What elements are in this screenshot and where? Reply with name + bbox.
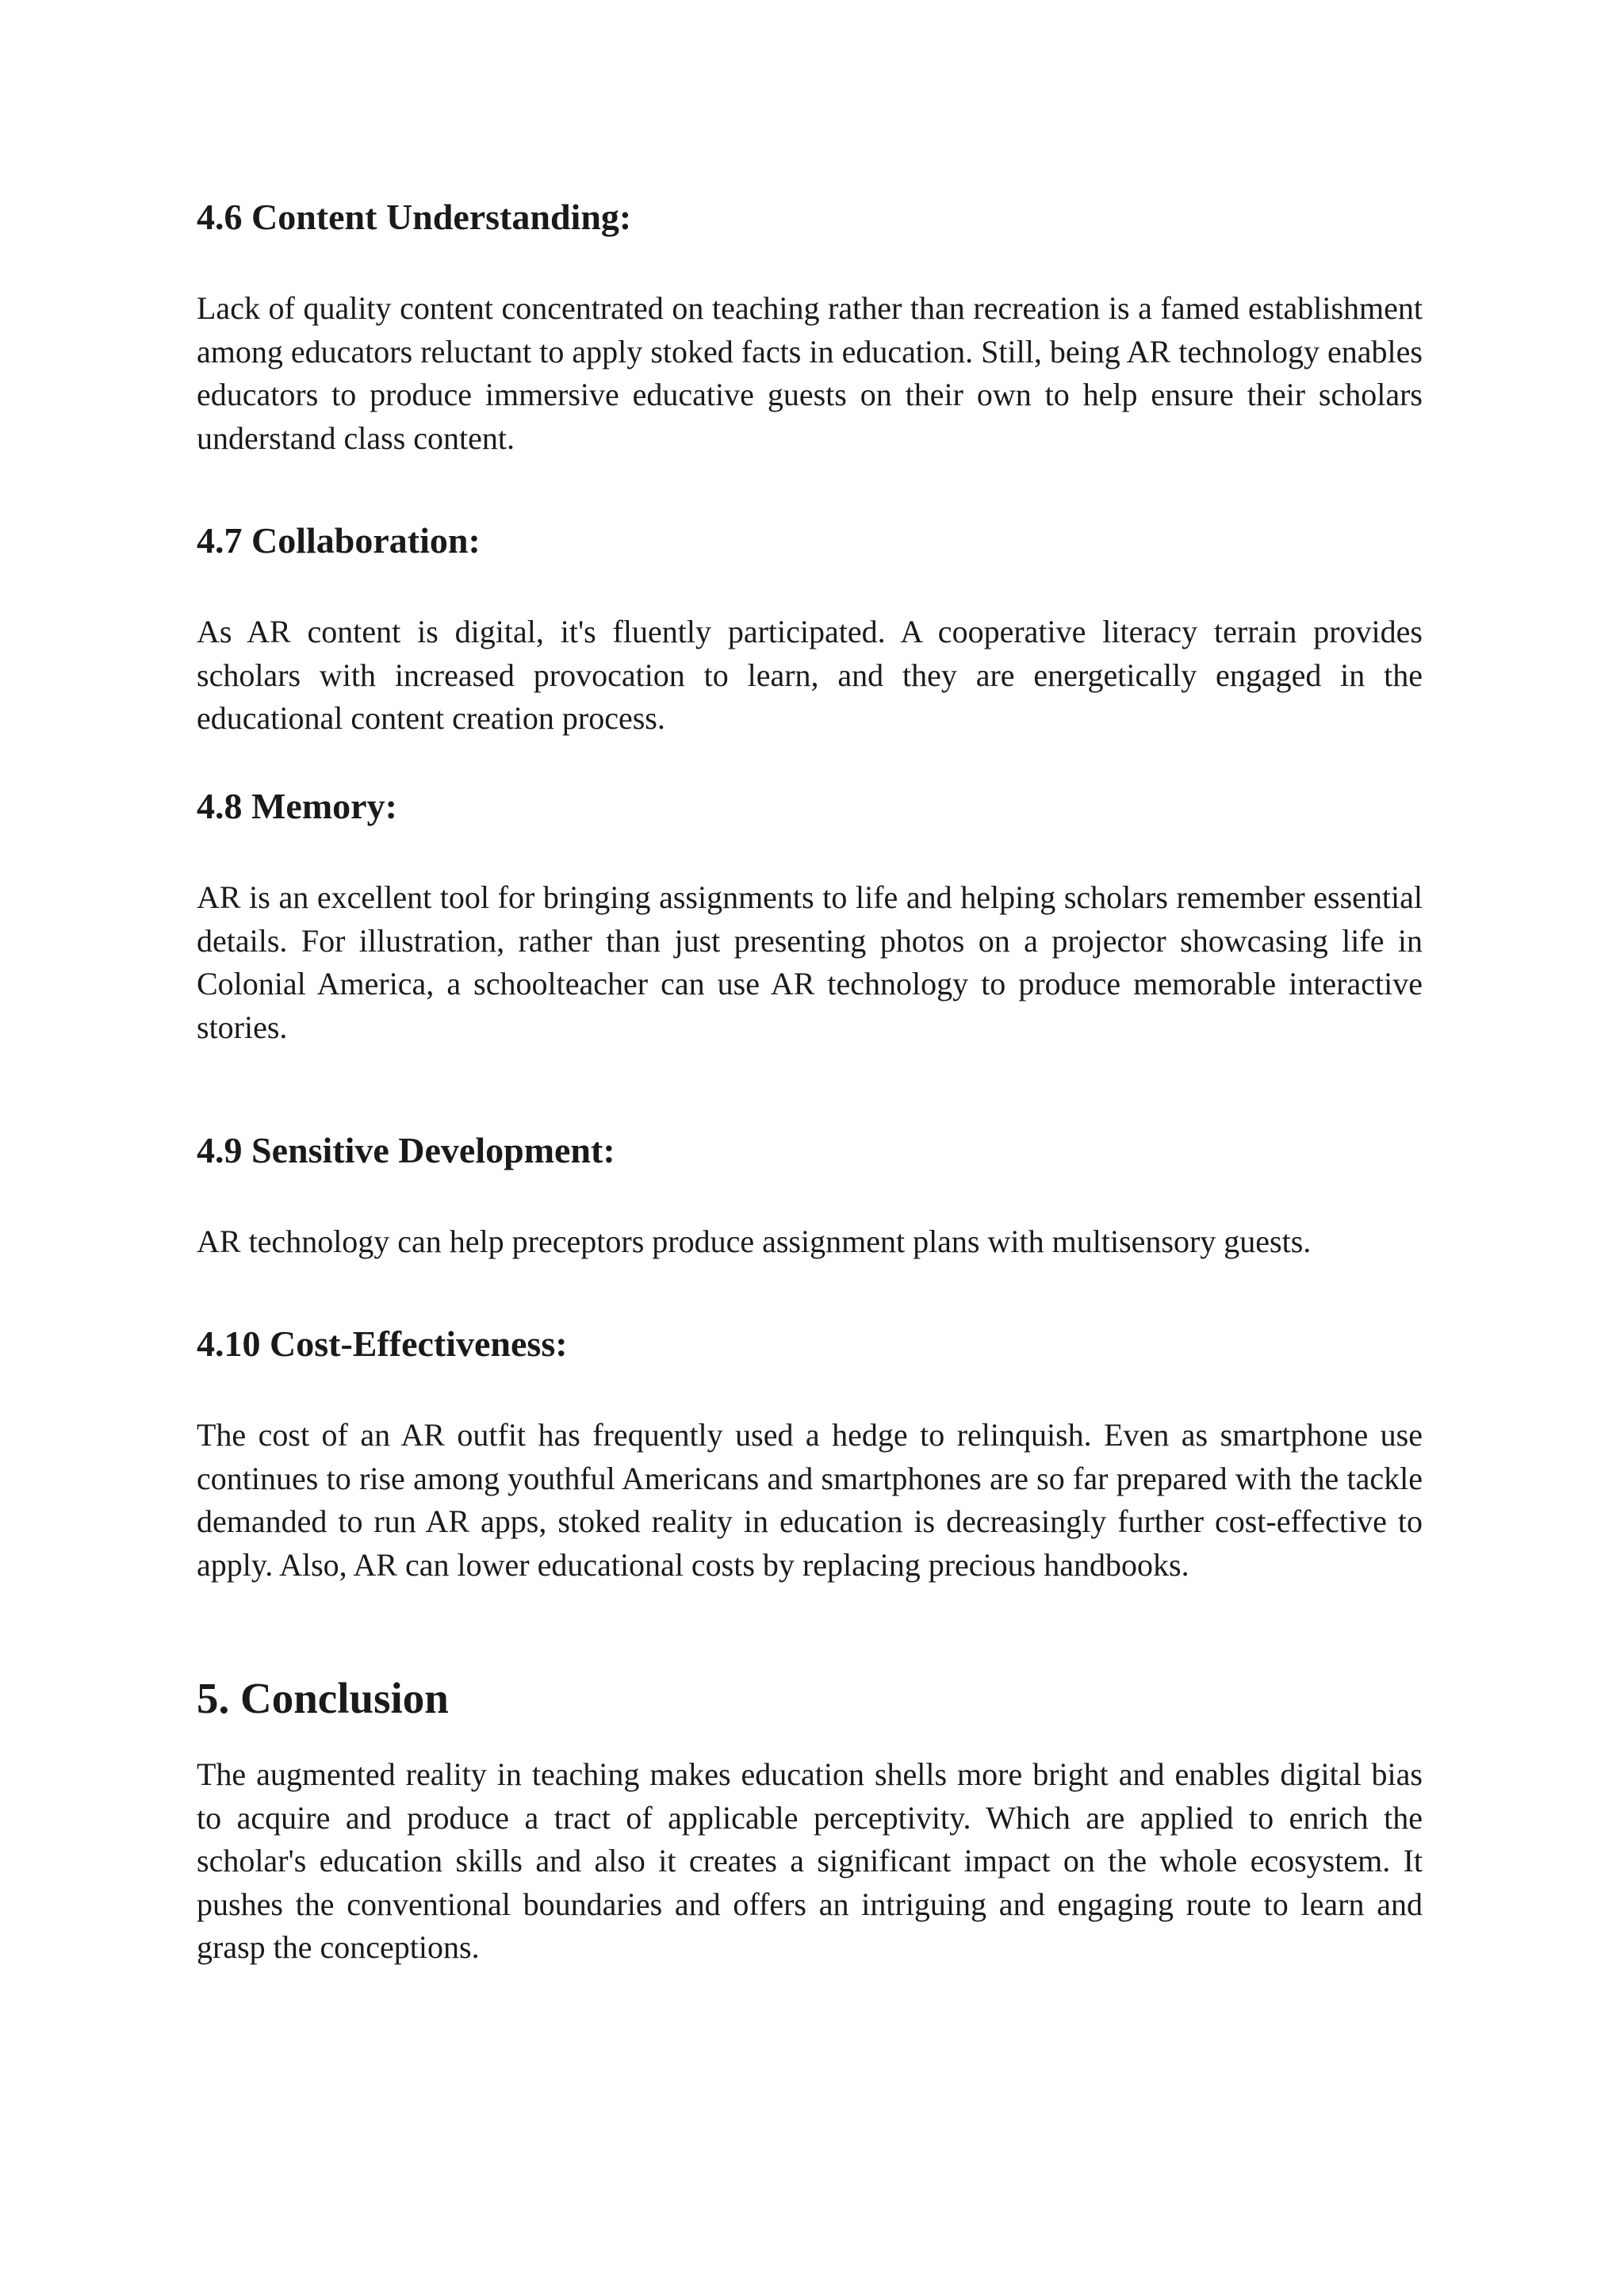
conclusion-body: The augmented reality in teaching makes education shells more bright and enables digital bias to acquire and produce a tract of applicable perceptivity. Which are applied to enrich the scholar's education skills and also it creates a significant impact on the whole ecosystem. It pushes the conventional boundaries and offers an intriguing and engaging route to learn and grasp the conceptions. bbox=[197, 1756, 1423, 1965]
section-body-4-10: The cost of an AR outfit has frequently used a hedge to relinquish. Even as smartphone use continues to rise among youthful Americans and smartphones are so far prepared with the tackle demanded to run AR apps, stoked reality in education is decreasingly further cost-effective to apply. Also, AR can lower educational costs by replacing precious handbooks. bbox=[197, 1417, 1423, 1583]
section-heading-4-7: 4.7 Collaboration: bbox=[197, 520, 481, 561]
section-body-4-8: AR is an excellent tool for bringing assignments to life and helping scholars remember essential details. For illustration, rather than just presenting photos on a projector showcasing life in Colonial America, a schoolteacher can use AR technology to produce memorable interactive stories. bbox=[197, 879, 1423, 1045]
section-body-4-9: AR technology can help preceptors produce assignment plans with multisensory guests. bbox=[197, 1224, 1312, 1259]
section-heading-4-8: 4.8 Memory: bbox=[197, 786, 397, 826]
section-body-4-6: Lack of quality content concentrated on teaching rather than recreation is a famed establishment among educators reluctant to apply stoked facts in education. Still, being AR technology enables educators to produce immersive educative guests on their own to help ensure their scholars understand class content. bbox=[197, 290, 1423, 456]
section-body-4-7: As AR content is digital, it's fluently participated. A cooperative literacy terrain provides scholars with increased provocation to learn, and they are energetically engaged in the educational content creation process. bbox=[197, 614, 1423, 736]
conclusion-heading: 5. Conclusion bbox=[197, 1674, 449, 1722]
section-heading-4-9: 4.9 Sensitive Development: bbox=[197, 1130, 615, 1170]
section-heading-4-6: 4.6 Content Understanding: bbox=[197, 197, 632, 237]
section-heading-4-10: 4.10 Cost-Effectiveness: bbox=[197, 1323, 568, 1364]
